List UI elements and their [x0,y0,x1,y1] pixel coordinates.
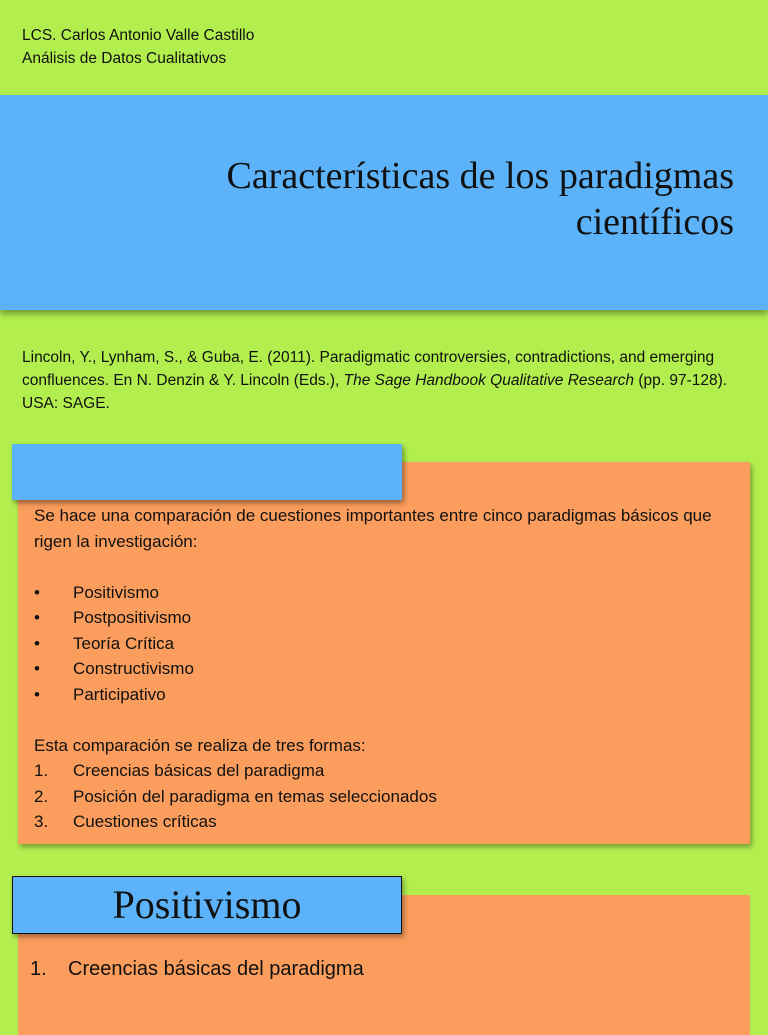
bullet-mark: • [34,659,40,678]
course-name: Análisis de Datos Cualitativos [22,50,227,67]
comparison-intro: Esta comparación se realiza de tres formas: [34,735,366,755]
paradigm-list [34,580,734,708]
list-item: • Constructivismo [34,656,734,682]
bullet-mark: • [34,684,40,704]
positivismo-tab [12,876,402,934]
list-item: 3. Cuestiones críticas [34,812,217,831]
reference-authors: Lincoln, Y., Lynham, S., & Guba, E. (2011). Paradigmatic controversies, contradictions, and emerging confluences. En N. Denzin & Y. Lincoln (Eds.), [22,349,715,389]
list-item: • Positivismo [34,580,734,606]
list-item: • Participativo [34,682,734,708]
intro-card-content [34,503,734,835]
intro-card-tab [12,444,402,500]
bullet-mark: • [34,608,40,627]
list-item: • Postpositivismo [34,605,734,631]
list-item: 1. Creencias básicas del paradigma [34,761,325,780]
page-title [226,153,734,245]
bibliographic-reference [22,346,752,415]
bullet-mark: • [34,582,40,602]
title-banner [0,95,768,310]
bullet-mark: • [34,633,40,653]
section2-list-item: 1. Creencias básicas del paradigma [30,958,364,980]
author-block [22,24,254,70]
intro-paragraph: Se hace una comparación de cuestiones importantes entre cinco paradigmas básicos que rigen la investigación: [34,506,712,551]
title-line-1: Características de los paradigmas [226,155,734,197]
reference-pages-publisher: (pp. 97-128). USA: SAGE. [22,372,728,412]
list-item: • Teoría Crítica [34,631,734,657]
author-name: LCS. Carlos Antonio Valle Castillo [22,27,255,44]
list-item: 2. Posición del paradigma en temas seleccionados [34,786,437,806]
reference-book-title: The Sage Handbook Qualitative Research [343,372,635,389]
title-line-2: científicos [575,201,734,243]
comparison-forms-list [34,758,734,835]
section-title: Positivismo [112,882,302,927]
